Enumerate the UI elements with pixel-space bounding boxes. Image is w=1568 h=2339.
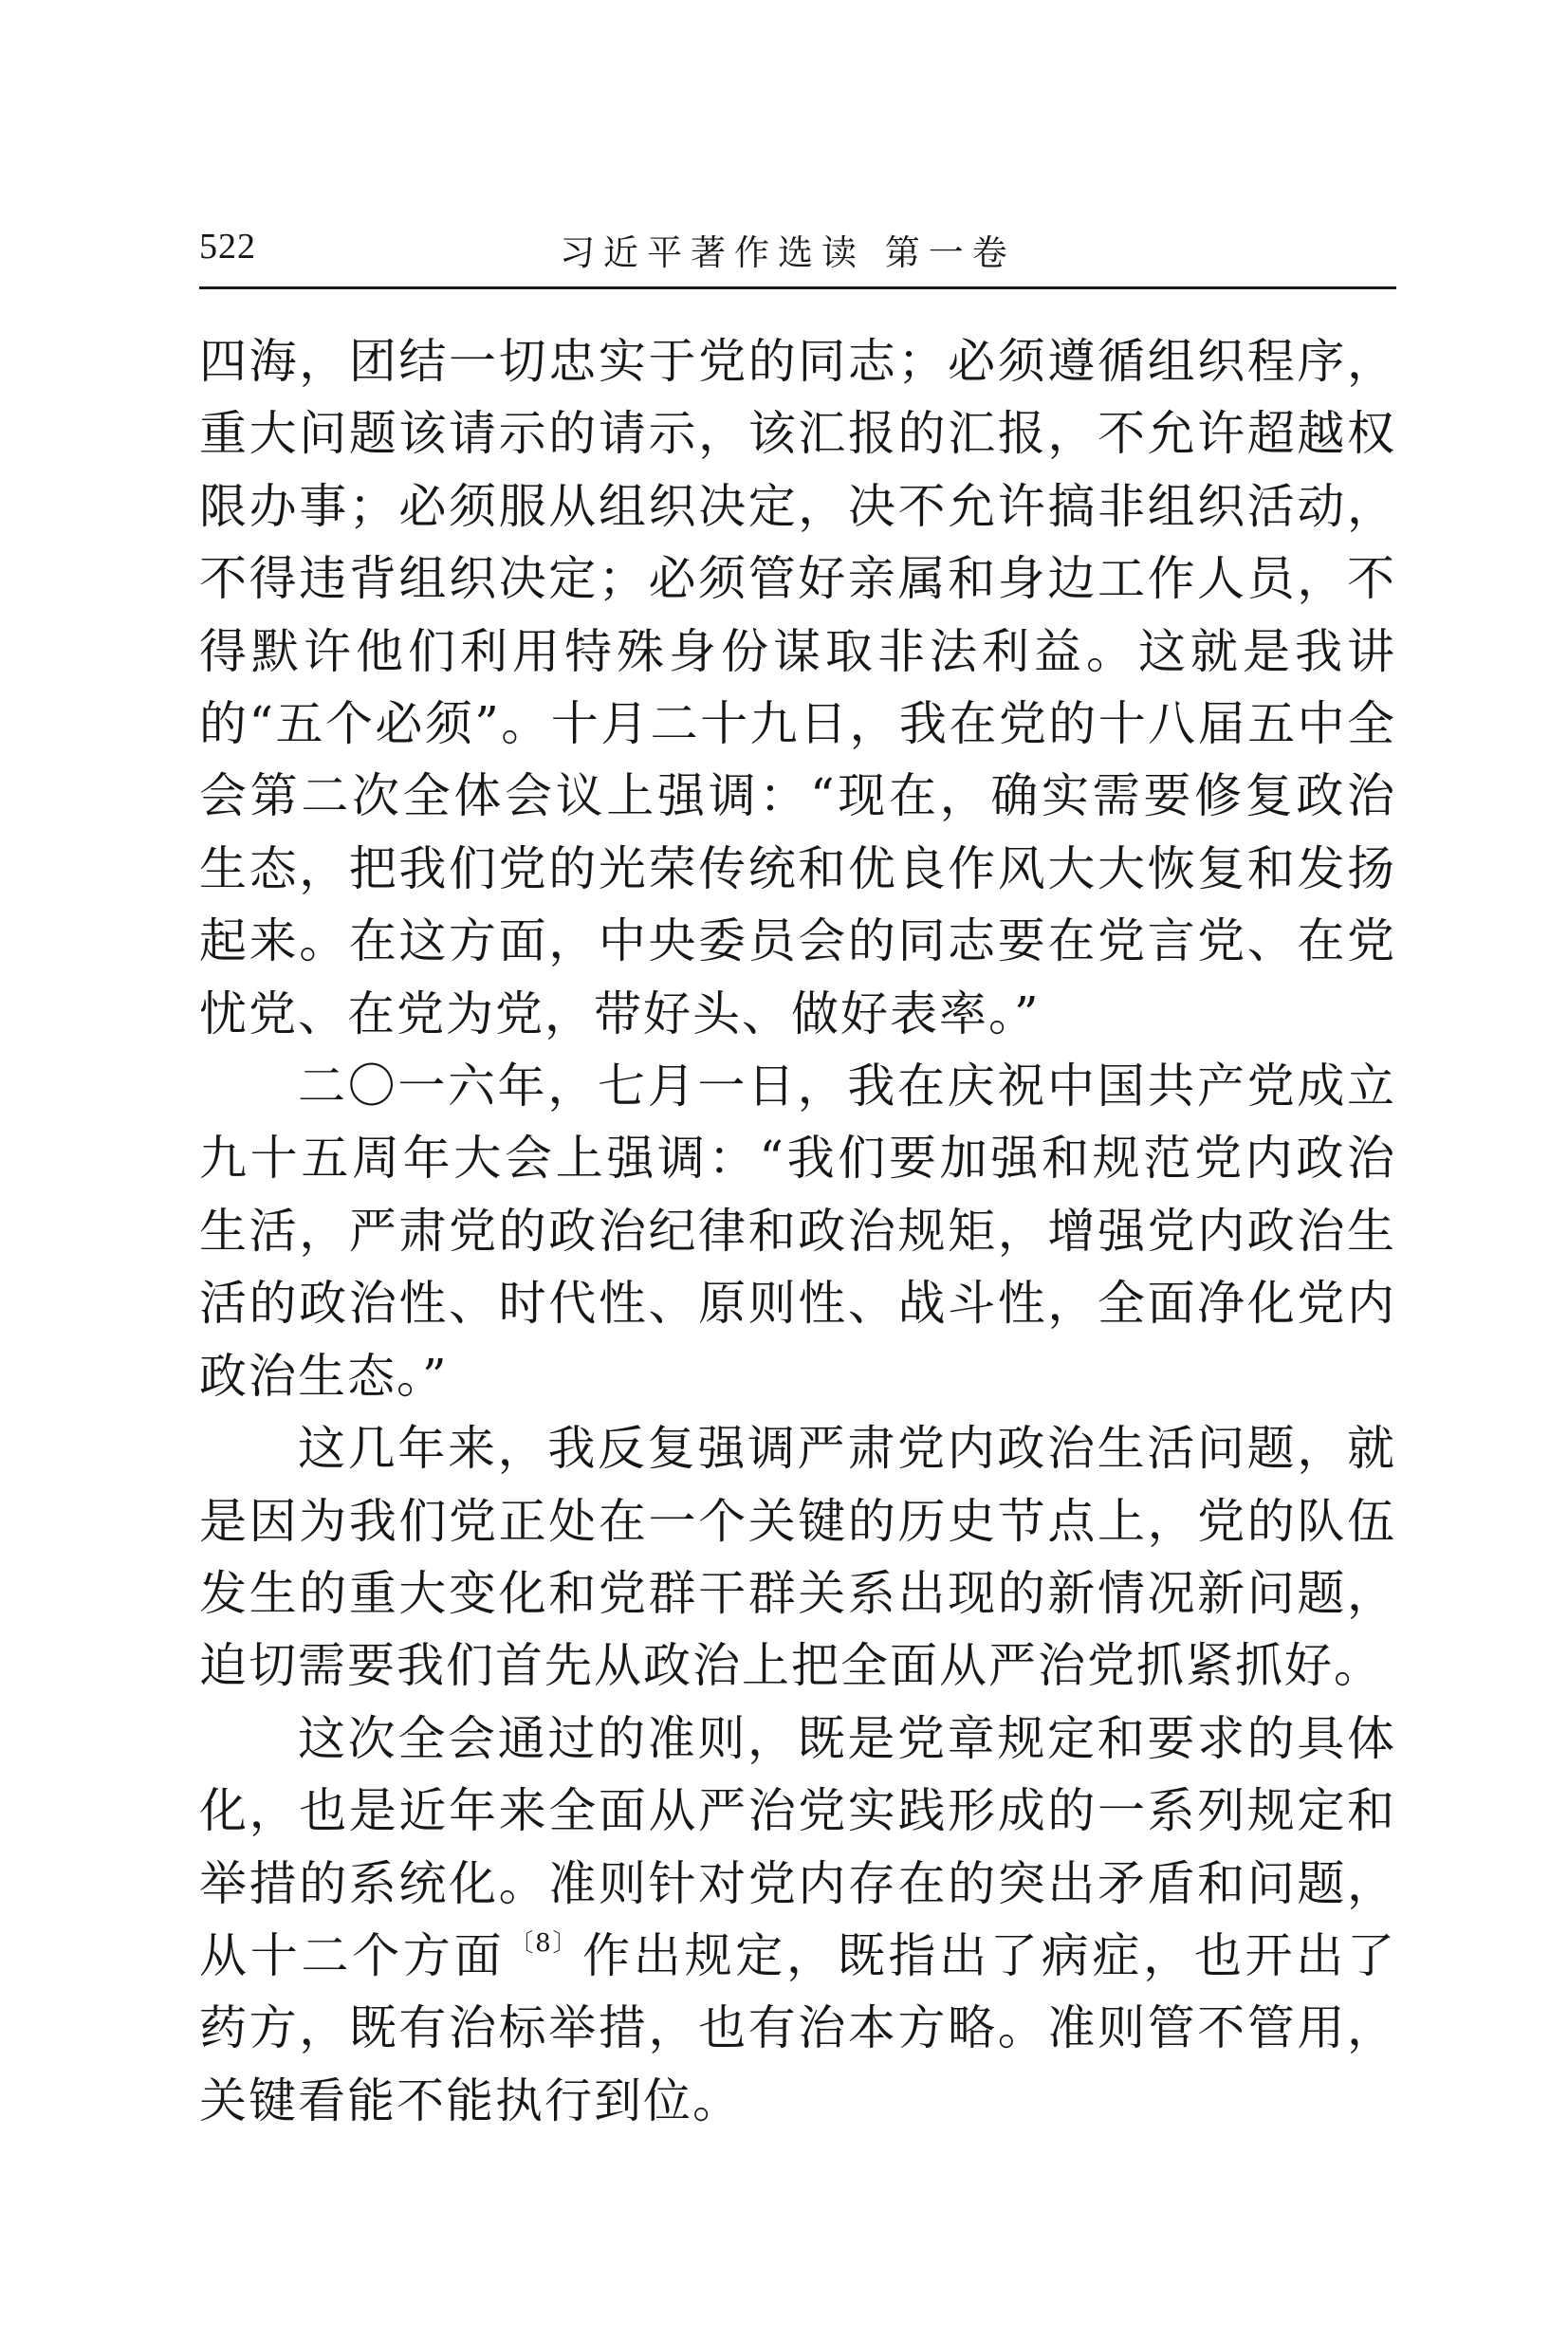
paragraph: 这几年来，我反复强调严肃党内政治生活问题，就是因为我们党正处在一个关键的历史节点上，党的队伍发生的重大变化和党群干群关系出现的新情况新问题，迫切需要我们首先从政治上把全面从严治党抓紧抓好。 (199, 1421, 1396, 1694)
running-title: 习近平著作选读 第一卷 (560, 232, 1016, 273)
paragraph-text: 作出规定，既指出了病症，也开出了药方，既有治标举措，也有治本方略。准则管不管用，关键看能不能执行到位。 (199, 1927, 1397, 2128)
paragraph: 二〇一六年，七月一日，我在庆祝中国共产党成立九十五周年大会上强调：“我们要加强和规范党内政治生活，严肃党的政治纪律和政治规矩，增强党内政治生活的政治性、时代性、原则性、战斗性，全面净化党内政治生态。” (199, 1059, 1396, 1404)
body-text (199, 325, 1396, 2137)
page-header (199, 216, 1396, 283)
paragraph (199, 1703, 1396, 2137)
paragraph: 四海，团结一切忠实于党的同志；必须遵循组织程序，重大问题该请示的请示，该汇报的汇报，不允许超越权限办事；必须服从组织决定，决不允许搞非组织活动，不得违背组织决定；必须管好亲属和身边工作人员，不得默许他们利用特殊身份谋取非法利益。这就是我讲的“五个必须”。十月二十九日，我在党的十八届五中全会第二次全体会议上强调：“现在，确实需要修复政治生态，把我们党的光荣传统和优良作风大大恢复和发扬起来。在这方面，中央委员会的同志要在党言党、在党忧党、在党为党，带好头、做好表率。” (199, 334, 1396, 1041)
page-number: 522 (199, 227, 256, 267)
header-rule (199, 286, 1396, 289)
footnote-reference[interactable]: 〔8〕 (508, 1928, 580, 1958)
paragraph-text: 这次全会通过的准则，既是党章规定和要求的具体化，也是近年来全面从严治党实践形成的一系列规定和举措的系统化。准则针对党内存在的突出矛盾和问题，从十二个方面 (199, 1710, 1396, 1983)
